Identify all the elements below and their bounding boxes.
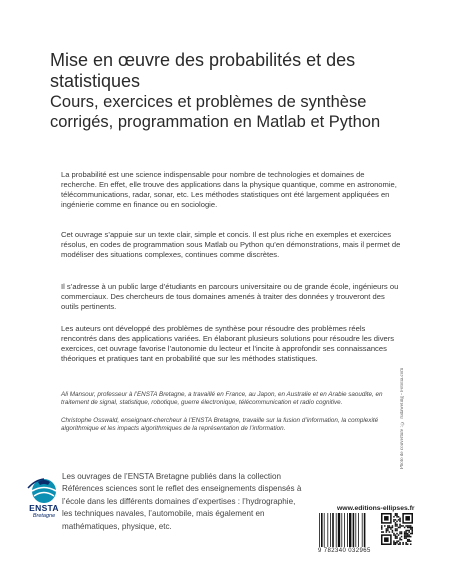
qr-module <box>398 516 400 518</box>
qr-module <box>396 524 398 526</box>
qr-module <box>408 539 410 541</box>
publisher-website[interactable]: www.editions-ellipses.fr <box>337 505 415 512</box>
qr-module <box>399 531 401 533</box>
qr-module <box>411 528 413 530</box>
qr-module <box>401 531 403 533</box>
qr-module <box>396 516 398 518</box>
qr-module <box>408 525 410 527</box>
qr-module <box>381 528 383 530</box>
qr-module <box>408 531 410 533</box>
qr-finder <box>384 537 389 542</box>
description-paragraph-1: La probabilité est une science indispensable pour nombre de technologies et domaines de recherche. En effet, elle trouve des applications dans la physique quantique, comme en astronomie, télécommunications, radar, sonar, etc. Les méthodes statistiques ont été largement appliquées en ingénierie comme en finance ou en sociologie. <box>61 170 397 209</box>
qr-module <box>404 533 406 535</box>
qr-module <box>396 533 398 535</box>
qr-module <box>402 525 404 527</box>
qr-module <box>395 513 397 515</box>
qr-module <box>389 525 391 527</box>
qr-module <box>398 534 400 536</box>
description-paragraph-2: Cet ouvrage s’appuie sur un texte clair, simple et concis. Il est plus riche en exemples et exercices résolus, en codes de programmation sous Matlab ou Python qu’en démonstrations, mais il permet de modéliser des situations complexes, continues comme discrètes. <box>61 230 401 259</box>
qr-module <box>401 539 403 541</box>
qr-module <box>407 536 409 538</box>
globe-icon <box>25 476 63 504</box>
qr-module <box>381 527 383 529</box>
qr-module <box>405 530 407 532</box>
qr-module <box>395 528 397 530</box>
qr-module <box>410 525 412 527</box>
qr-finder <box>405 516 410 521</box>
qr-module <box>411 533 413 535</box>
qr-module <box>399 533 401 535</box>
qr-code <box>381 513 413 545</box>
qr-module <box>399 518 401 520</box>
qr-module <box>398 519 400 521</box>
qr-module <box>393 519 395 521</box>
qr-module <box>404 537 406 539</box>
barcode-bar <box>336 513 337 547</box>
qr-module <box>410 543 412 545</box>
qr-module <box>392 525 394 527</box>
qr-module <box>401 533 403 535</box>
qr-module <box>408 540 410 542</box>
qr-module <box>410 540 412 542</box>
qr-module <box>395 537 397 539</box>
description-paragraph-3: Il s’adresse à un public large d’étudiants en parcours universitaire ou de grande école, ingénieurs ou commerciaux. Des chercheurs de tous domaines amenés à traiter des données y trouveront des outils pertinents. <box>61 282 399 311</box>
barcode-bar <box>358 513 359 547</box>
qr-module <box>396 537 398 539</box>
barcode-bar <box>364 513 366 547</box>
logo-subtitle: Bretagne <box>32 513 56 519</box>
logo-name: ENSTA <box>29 503 59 513</box>
barcode-bar <box>332 513 334 547</box>
qr-module <box>408 534 410 536</box>
qr-module <box>392 527 394 529</box>
qr-module <box>399 521 401 523</box>
qr-module <box>398 543 400 545</box>
qr-finder <box>384 516 389 521</box>
qr-module <box>393 533 395 535</box>
qr-module <box>399 524 401 526</box>
qr-module <box>407 525 409 527</box>
qr-module <box>399 519 401 521</box>
qr-module <box>407 534 409 536</box>
qr-module <box>407 540 409 542</box>
qr-module <box>393 534 395 536</box>
qr-module <box>408 530 410 532</box>
barcode-bar <box>327 513 328 547</box>
qr-module <box>386 530 388 532</box>
barcode-bar <box>341 513 342 547</box>
qr-module <box>405 543 407 545</box>
qr-module <box>393 543 395 545</box>
qr-module <box>402 542 404 544</box>
qr-module <box>390 528 392 530</box>
qr-module <box>399 542 401 544</box>
qr-module <box>398 527 400 529</box>
qr-module <box>410 533 412 535</box>
qr-module <box>407 530 409 532</box>
qr-module <box>408 527 410 529</box>
barcode <box>318 513 376 547</box>
barcode-bar <box>319 513 320 547</box>
qr-module <box>396 521 398 523</box>
qr-module <box>386 528 388 530</box>
qr-module <box>408 536 410 538</box>
qr-module <box>396 515 398 517</box>
qr-module <box>404 527 406 529</box>
qr-module <box>396 536 398 538</box>
qr-module <box>387 525 389 527</box>
qr-module <box>383 531 385 533</box>
qr-module <box>387 530 389 532</box>
qr-module <box>387 527 389 529</box>
isbn-digits: 9 782340 032965 <box>318 548 371 554</box>
qr-module <box>405 536 407 538</box>
qr-module <box>381 525 383 527</box>
qr-module <box>395 542 397 544</box>
qr-module <box>407 539 409 541</box>
qr-module <box>395 515 397 517</box>
qr-module <box>399 527 401 529</box>
qr-module <box>405 533 407 535</box>
qr-module <box>405 531 407 533</box>
qr-module <box>392 531 394 533</box>
qr-module <box>396 542 398 544</box>
ensta-logo <box>25 476 63 530</box>
qr-module <box>399 525 401 527</box>
qr-module <box>399 539 401 541</box>
qr-module <box>410 536 412 538</box>
qr-module <box>410 527 412 529</box>
qr-module <box>411 530 413 532</box>
qr-module <box>389 531 391 533</box>
qr-module <box>399 537 401 539</box>
qr-module <box>405 525 407 527</box>
qr-module <box>395 530 397 532</box>
qr-module <box>396 513 398 515</box>
collection-description: Les ouvrages de l’ENSTA Bretagne publiés dans la collection Références sciences sont le reflet des enseignements dispensés à l’école dans les différents domaines d’expertises : l’hydrographie, les techniques navales, l’automobile, mais également en mathématiques, physique, etc. <box>62 472 302 531</box>
qr-module <box>393 542 395 544</box>
barcode-bar <box>353 513 355 547</box>
qr-module <box>390 527 392 529</box>
qr-module <box>407 533 409 535</box>
author-bio-1: Ali Mansour, professeur à l’ENSTA Bretagne, a travaillé en France, au Japon, en Australie et en Arabie saoudite, en traitement de signal, statistique, robotique, guerre électronique, télécommunication et radio cognitive. <box>61 391 383 407</box>
qr-module <box>387 528 389 530</box>
qr-module <box>381 531 383 533</box>
qr-module <box>398 540 400 542</box>
qr-module <box>395 543 397 545</box>
qr-module <box>404 534 406 536</box>
qr-module <box>405 537 407 539</box>
barcode-bar <box>344 513 345 547</box>
qr-module <box>402 543 404 545</box>
barcode-bar <box>330 513 331 547</box>
qr-module <box>396 540 398 542</box>
qr-module <box>404 531 406 533</box>
barcode-bar <box>355 513 356 547</box>
barcode-bar <box>324 513 325 547</box>
qr-module <box>395 534 397 536</box>
qr-module <box>395 519 397 521</box>
photo-credit: Photo de couverture : © rudaweling - Fotolia.com <box>400 367 405 469</box>
qr-module <box>395 525 397 527</box>
qr-module <box>411 531 413 533</box>
qr-module <box>405 534 407 536</box>
qr-module <box>401 536 403 538</box>
qr-module <box>396 530 398 532</box>
qr-module <box>393 521 395 523</box>
qr-module <box>399 543 401 545</box>
qr-module <box>396 525 398 527</box>
barcode-bar <box>338 513 340 547</box>
qr-module <box>389 527 391 529</box>
qr-module <box>404 536 406 538</box>
author-bio-2: Christophe Osswald, enseignant-chercheur à l’ENSTA Bretagne, travaille sur la fusion d’information, la complexité algorithmique et les impacts algorithmiques de la représentation de l’information. <box>61 417 379 433</box>
qr-module <box>396 528 398 530</box>
barcode-bar <box>349 513 351 547</box>
qr-module <box>395 522 397 524</box>
book-title: Mise en œuvre des probabilités et des statistiques <box>50 50 356 91</box>
barcode-bar <box>347 513 348 547</box>
qr-module <box>386 531 388 533</box>
qr-module <box>407 543 409 545</box>
qr-module <box>407 527 409 529</box>
book-subtitle: Cours, exercices et problèmes de synthèse corrigés, programmation en Matlab et Python <box>50 93 381 131</box>
qr-module <box>411 527 413 529</box>
qr-module <box>395 524 397 526</box>
qr-module <box>410 528 412 530</box>
qr-module <box>395 536 397 538</box>
qr-module <box>393 516 395 518</box>
qr-module <box>393 540 395 542</box>
qr-module <box>405 542 407 544</box>
description-paragraph-4: Les auteurs ont développé des problèmes de synthèse pour résoudre des problèmes réels rencontrés dans des applications variées. En élaborant plusieurs solutions pour résoudre les divers exercices, cet ouvrage favorise l’autonomie du lecteur et l’incite à approfondir ses connaissances théoriques et pratiques tant en probabilité que sur les méthodes statistiques. <box>61 324 395 363</box>
qr-module <box>401 525 403 527</box>
barcode-bar <box>321 513 323 547</box>
qr-module <box>392 530 394 532</box>
qr-module <box>384 525 386 527</box>
barcode-bar <box>362 513 363 547</box>
